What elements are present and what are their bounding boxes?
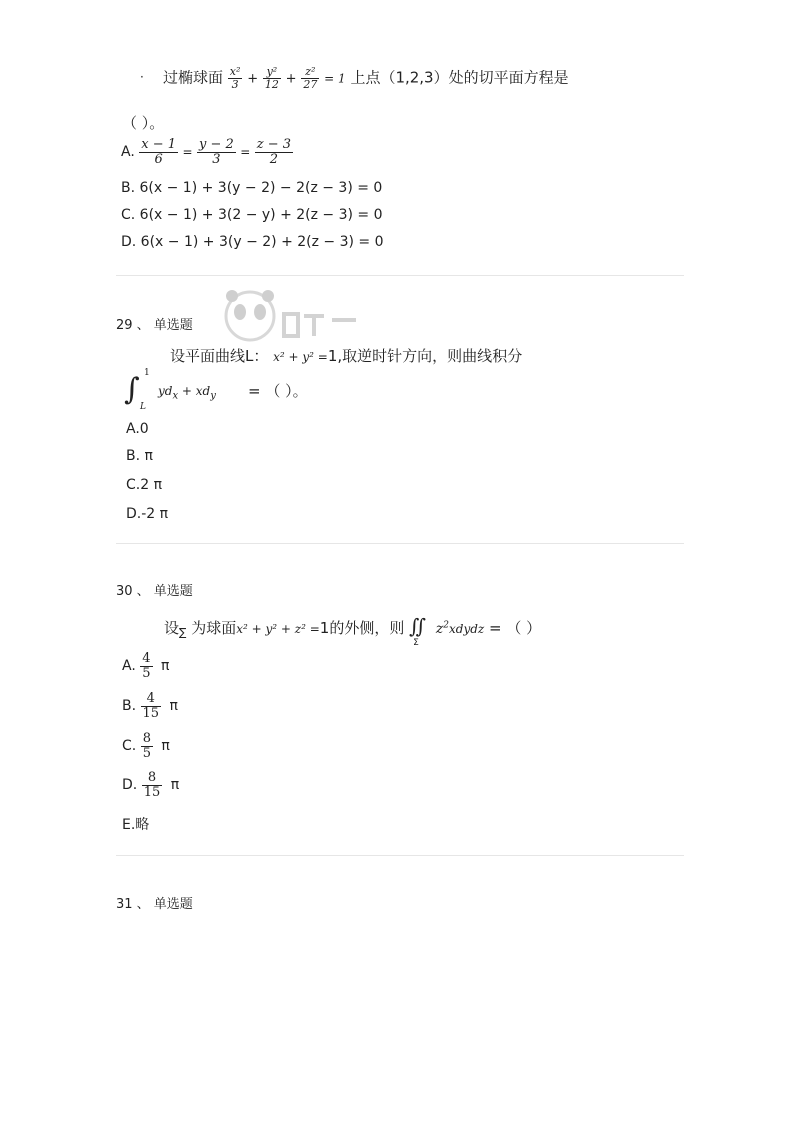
- q29-integrand: $yd_x + xd_y$: [158, 384, 216, 402]
- q30-stem-mid: 为球面: [191, 619, 237, 637]
- double-integral-sub: Σ: [413, 638, 419, 648]
- q28-stem: [163, 66, 569, 90]
- q30-optD-frac: $\frac{8}{15}$: [143, 770, 161, 800]
- q28-blank: （ ）。: [122, 114, 165, 132]
- integral-lower-limit: L: [140, 402, 146, 412]
- divider: [116, 543, 684, 544]
- q28-option-b[interactable]: B. 6(x − 1) + 3(y − 2) − 2(z − 3) = 0: [121, 180, 383, 196]
- q28-frac-x: $\frac{\text{x²}}{3}$: [229, 65, 241, 91]
- q30-option-e[interactable]: E.略: [122, 817, 150, 833]
- q30-answer-blank: = （ ）: [489, 619, 542, 637]
- q30-optB-frac: $\frac{4}{15}$: [142, 691, 160, 721]
- equals-sign: =: [240, 145, 251, 160]
- q30-stem-prefix: 设: [164, 619, 180, 637]
- divider: [116, 855, 684, 856]
- q28-option-a[interactable]: [121, 138, 293, 166]
- bullet-mark: ·: [140, 70, 144, 84]
- option-label: C.: [122, 738, 137, 755]
- q28-stem-suffix: 上点（1,2,3）处的切平面方程是: [350, 68, 569, 87]
- q29-option-a[interactable]: A.0: [126, 421, 149, 437]
- plus-sign: +: [247, 71, 259, 87]
- q29-stem-suffix: 1,取逆时针方向，则曲线积分: [327, 347, 523, 365]
- divider: [116, 275, 684, 276]
- q28-optA-frac2: $\frac{y - 2}{3}$: [198, 137, 234, 167]
- q30-stem-suffix: 1的外侧，则: [319, 619, 405, 637]
- q29-header: 29 、 单选题: [116, 318, 193, 333]
- q29-curve: x² + y² =: [273, 350, 328, 364]
- double-integral-sign: ∬: [409, 614, 427, 638]
- q28-stem-prefix: 过椭球面: [163, 68, 224, 87]
- pi-symbol: π: [170, 777, 180, 794]
- q30-option-d[interactable]: [122, 771, 179, 799]
- q30-sphere: x² + y² + z² =: [236, 622, 320, 636]
- q28-frac-z: $\frac{\text{z²}}{27}$: [303, 65, 318, 91]
- pi-symbol: π: [160, 658, 170, 675]
- q30-double-integral: [409, 614, 431, 648]
- pi-symbol: π: [169, 698, 178, 715]
- q28-option-d[interactable]: D. 6(x − 1) + 3(y − 2) + 2(z − 3) = 0: [121, 234, 384, 250]
- q29-option-d[interactable]: D.-2 π: [126, 506, 169, 522]
- q28-frac-y: $\frac{\text{y²}}{12}$: [264, 65, 279, 91]
- integral-sign: ∫: [124, 372, 140, 407]
- q31-header: 31 、 单选题: [116, 897, 193, 912]
- watermark-logo: [214, 286, 374, 346]
- q29-answer-blank: = （ ）。: [248, 382, 308, 400]
- q30-option-b[interactable]: [122, 692, 178, 720]
- q30-option-c[interactable]: [122, 732, 170, 760]
- q30-optC-frac: $\frac{8}{5}$: [142, 731, 151, 761]
- q30-integrand: $z^2xdydz$: [435, 620, 485, 637]
- pi-symbol: π: [161, 738, 170, 755]
- q30-header: 30 、 单选题: [116, 584, 193, 599]
- q30-stem: [164, 614, 542, 648]
- q29-option-c[interactable]: C.2 π: [126, 477, 163, 493]
- q28-option-c[interactable]: C. 6(x − 1) + 3(2 − y) + 2(z − 3) = 0: [121, 207, 383, 223]
- q29-option-b[interactable]: B. π: [126, 448, 153, 464]
- q30-optA-frac: $\frac{4}{5}$: [142, 651, 151, 681]
- option-label: D.: [122, 777, 138, 794]
- q29-stem: [170, 345, 522, 366]
- plus-sign: +: [285, 71, 297, 87]
- q28-rhs: = 1: [324, 71, 346, 86]
- q28-optA-frac1: $\frac{x - 1}{6}$: [141, 137, 176, 167]
- option-label: A.: [122, 658, 136, 675]
- option-label: B.: [122, 698, 137, 715]
- q28-optA-frac3: $\frac{z - 3}{2}$: [256, 137, 291, 167]
- q29-stem-prefix: 设平面曲线L：: [170, 347, 269, 365]
- integral-upper-limit: 1: [144, 368, 150, 378]
- sigma-symbol: ∑: [179, 626, 187, 639]
- q30-option-a[interactable]: [122, 652, 169, 680]
- option-label: A.: [121, 144, 135, 161]
- equals-sign: =: [182, 145, 193, 160]
- q29-integral: [124, 368, 308, 414]
